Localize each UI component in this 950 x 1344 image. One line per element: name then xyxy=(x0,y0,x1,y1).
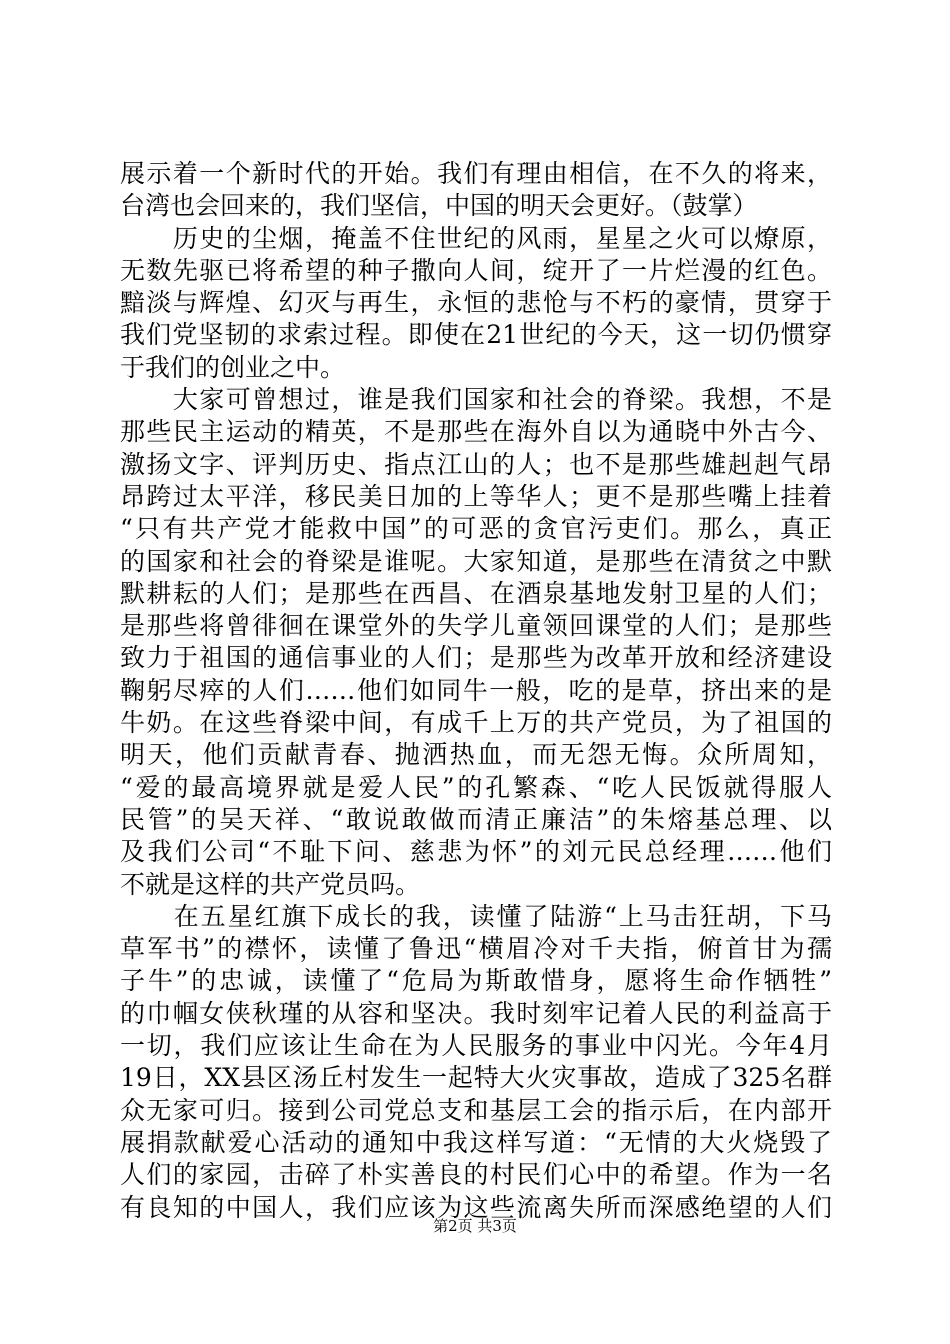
text-line: 那些民主运动的精英，不是那些在海外自以为通晓中外古今、 xyxy=(120,417,832,447)
text-line: 于我们的创业之中。 xyxy=(120,352,346,382)
text-line: 台湾也会回来的，我们坚信，中国的明天会更好。（鼓掌） xyxy=(120,191,758,221)
text-line: 大家可曾想过，谁是我们国家和社会的脊梁。我想，不是 xyxy=(120,385,832,415)
text-line: 黯淡与辉煌、幻灭与再生，永恒的悲怆与不朽的豪情，贯穿于 xyxy=(120,288,832,318)
text-line: 牛奶。在这些脊梁中间，有成千上万的共产党员，为了祖国的 xyxy=(120,708,832,738)
text-line: 草军书”的襟怀，读懂了鲁迅“横眉冷对千夫指，俯首甘为孺 xyxy=(120,934,832,964)
text-line: 致力于祖国的通信事业的人们；是那些为改革开放和经济建设 xyxy=(120,643,832,673)
text-line: 子牛”的忠诚，读懂了“危局为斯敢惜身，愿将生命作牺牲” xyxy=(120,966,832,996)
text-line: 人们的家园，击碎了朴实善良的村民们心中的希望。作为一名 xyxy=(120,1160,832,1190)
page-number-footer: 第2页 共3页 xyxy=(433,1217,517,1235)
text-line: 众无家可归。接到公司党总支和基层工会的指示后，在内部开 xyxy=(120,1095,832,1125)
text-line: 激扬文字、评判历史、指点江山的人；也不是那些雄赳赳气昂 xyxy=(120,449,832,479)
body-text xyxy=(120,158,832,1224)
text-line: 不就是这样的共产党员吗。 xyxy=(120,869,421,899)
text-line: 展捐款献爱心活动的通知中我这样写道：“无情的大火烧毁了 xyxy=(120,1127,832,1157)
text-line: 无数先驱已将希望的种子撒向人间，绽开了一片烂漫的红色。 xyxy=(120,255,832,285)
text-line: 在五星红旗下成长的我，读懂了陆游“上马击狂胡，下马 xyxy=(120,901,832,931)
text-line: “只有共产党才能救中国”的可恶的贪官污吏们。那么，真正 xyxy=(120,514,832,544)
text-line: 我们党坚韧的求索过程。即使在21世纪的今天，这一切仍惯穿 xyxy=(120,320,832,350)
text-line: 的巾帼女侠秋瑾的从容和坚决。我时刻牢记着人民的利益高于 xyxy=(120,998,832,1028)
text-line: 默耕耘的人们；是那些在西昌、在酒泉基地发射卫星的人们； xyxy=(120,578,832,608)
text-line: 及我们公司“不耻下问、慈悲为怀”的刘元民总经理……他们 xyxy=(120,837,832,867)
text-line: 19日，XX县区汤丘村发生一起特大火灾事故，造成了325名群 xyxy=(120,1063,832,1093)
text-line: 鞠躬尽瘁的人们……他们如同牛一般，吃的是草，挤出来的是 xyxy=(120,675,832,705)
text-line: “爱的最高境界就是爱人民”的孔繁森、“吃人民饭就得服人 xyxy=(120,772,832,802)
text-line: 有良知的中国人，我们应该为这些流离失所而深感绝望的人们 xyxy=(120,1192,832,1222)
text-line: 展示着一个新时代的开始。我们有理由相信，在不久的将来， xyxy=(120,159,832,188)
text-line: 一切，我们应该让生命在为人民服务的事业中闪光。今年4月 xyxy=(120,1031,832,1061)
text-line: 昂跨过太平洋，移民美日加的上等华人；更不是那些嘴上挂着 xyxy=(120,481,832,511)
text-line: 历史的尘烟，掩盖不住世纪的风雨，星星之火可以燎原， xyxy=(120,223,832,253)
text-line: 民管”的吴天祥、“敢说敢做而清正廉洁”的朱熔基总理、以 xyxy=(120,804,832,834)
text-line: 的国家和社会的脊梁是谁呢。大家知道，是那些在清贫之中默 xyxy=(120,546,832,576)
text-line: 是那些将曾徘徊在课堂外的失学儿童领回课堂的人们；是那些 xyxy=(120,611,832,641)
text-line: 明天，他们贡献青春、抛洒热血，而无怨无悔。众所周知， xyxy=(120,740,832,770)
